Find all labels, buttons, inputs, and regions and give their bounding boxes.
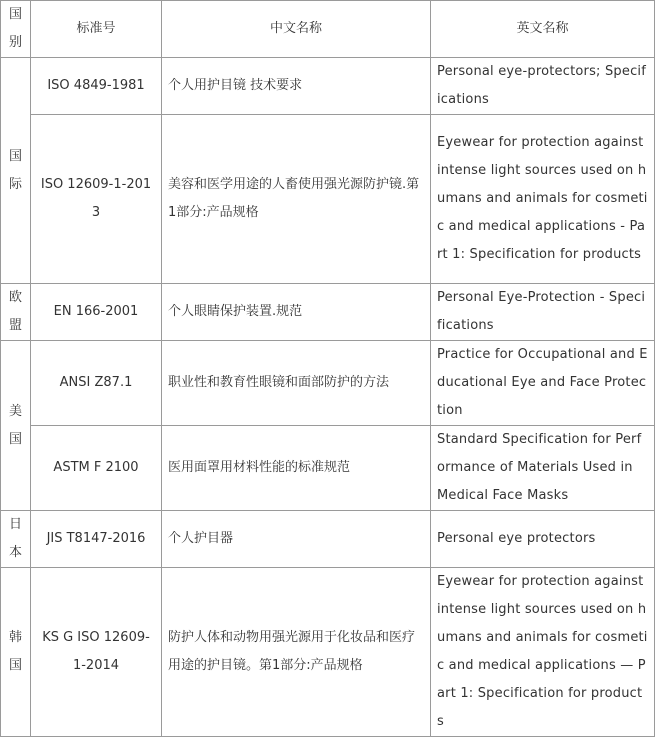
table-row: [1, 58, 655, 115]
table-row: [1, 511, 655, 568]
chinese-name-cell: 医用面罩用材料性能的标准规范: [162, 426, 431, 511]
country-cell: 国际: [1, 58, 31, 284]
country-cell: 美国: [1, 341, 31, 511]
header-row: [1, 1, 655, 58]
english-name-cell: Personal eye protectors: [431, 511, 655, 568]
header-english-name: 英文名称: [431, 1, 655, 58]
header-chinese-name: 中文名称: [162, 1, 431, 58]
chinese-name-cell: 个人用护目镜 技术要求: [162, 58, 431, 115]
chinese-name-cell: 职业性和教育性眼镜和面部防护的方法: [162, 341, 431, 426]
standard-no-cell: ASTM F 2100: [31, 426, 162, 511]
english-name-cell: Practice for Occupational and Educational Eye and Face Protection: [431, 341, 655, 426]
standard-no-cell: ISO 12609-1-2013: [31, 115, 162, 284]
english-name-cell: Eyewear for protection against intense light sources used on humans and animals for cosmetic and medical applications - Part 1: Specification for products: [431, 115, 655, 284]
english-name-cell: Personal eye-protectors; Specifications: [431, 58, 655, 115]
chinese-name-cell: 个人护目器: [162, 511, 431, 568]
table-row: [1, 426, 655, 511]
country-cell: 日本: [1, 511, 31, 568]
english-name-cell: Standard Specification for Performance of Materials Used in Medical Face Masks: [431, 426, 655, 511]
table-row: [1, 568, 655, 737]
country-cell: 欧盟: [1, 284, 31, 341]
standard-no-cell: ISO 4849-1981: [31, 58, 162, 115]
table-row: [1, 115, 655, 284]
standard-no-cell: EN 166-2001: [31, 284, 162, 341]
standard-no-cell: KS G ISO 12609-1-2014: [31, 568, 162, 737]
english-name-cell: Personal Eye-Protection - Specifications: [431, 284, 655, 341]
table-row: [1, 284, 655, 341]
standard-no-cell: ANSI Z87.1: [31, 341, 162, 426]
chinese-name-cell: 个人眼睛保护装置.规范: [162, 284, 431, 341]
country-cell: 韩国: [1, 568, 31, 737]
english-name-cell: Eyewear for protection against intense light sources used on humans and animals for cosmetic and medical applications — Part 1: Specification for products: [431, 568, 655, 737]
header-country: 国别: [1, 1, 31, 58]
chinese-name-cell: 美容和医学用途的人畜使用强光源防护镜.第1部分:产品规格: [162, 115, 431, 284]
standard-no-cell: JIS T8147-2016: [31, 511, 162, 568]
header-standard-no: 标准号: [31, 1, 162, 58]
chinese-name-cell: 防护人体和动物用强光源用于化妆品和医疗用途的护目镜。第1部分:产品规格: [162, 568, 431, 737]
table-row: [1, 341, 655, 426]
